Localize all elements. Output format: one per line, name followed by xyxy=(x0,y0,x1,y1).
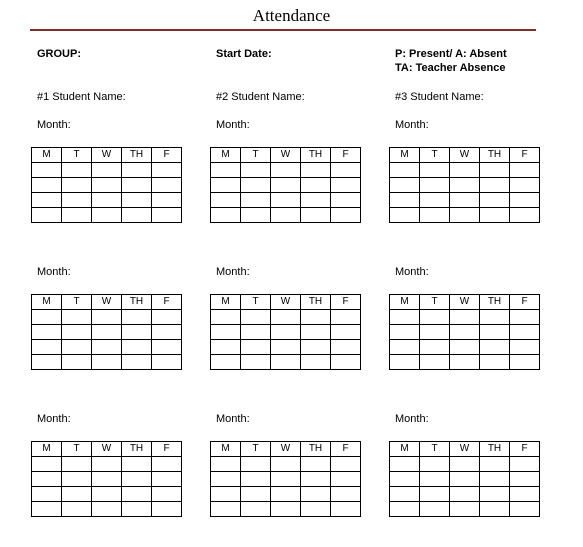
day-header: F xyxy=(331,148,361,163)
attendance-cell[interactable] xyxy=(450,340,480,355)
attendance-cell[interactable] xyxy=(390,193,420,208)
attendance-cell[interactable] xyxy=(241,457,271,472)
attendance-cell[interactable] xyxy=(152,178,182,193)
attendance-cell[interactable] xyxy=(122,325,152,340)
day-header-row xyxy=(211,442,361,457)
table-row xyxy=(211,178,361,193)
day-header: W xyxy=(92,148,122,163)
day-header: M xyxy=(211,148,241,163)
attendance-cell[interactable] xyxy=(152,193,182,208)
attendance-cell[interactable] xyxy=(92,502,122,517)
attendance-cell[interactable] xyxy=(152,355,182,370)
attendance-cell[interactable] xyxy=(420,178,450,193)
table-row xyxy=(211,487,361,502)
day-header: M xyxy=(32,442,62,457)
attendance-cell[interactable] xyxy=(122,502,152,517)
day-header: T xyxy=(62,148,92,163)
month-label: Month: xyxy=(37,266,71,278)
attendance-cell[interactable] xyxy=(241,502,271,517)
month-label: Month: xyxy=(216,119,250,131)
table-row xyxy=(32,355,182,370)
attendance-cell[interactable] xyxy=(152,163,182,178)
attendance-table xyxy=(210,294,361,370)
month-label: Month: xyxy=(395,119,429,131)
table-row xyxy=(32,340,182,355)
attendance-cell[interactable] xyxy=(390,355,420,370)
attendance-cell[interactable] xyxy=(510,163,540,178)
attendance-cell[interactable] xyxy=(271,340,301,355)
attendance-cell[interactable] xyxy=(420,208,450,223)
attendance-cell[interactable] xyxy=(301,193,331,208)
attendance-cell[interactable] xyxy=(92,487,122,502)
attendance-cell[interactable] xyxy=(331,457,361,472)
attendance-cell[interactable] xyxy=(32,208,62,223)
attendance-cell[interactable] xyxy=(211,163,241,178)
attendance-cell[interactable] xyxy=(480,472,510,487)
attendance-cell[interactable] xyxy=(480,340,510,355)
attendance-cell[interactable] xyxy=(92,325,122,340)
attendance-cell[interactable] xyxy=(62,355,92,370)
table-row xyxy=(390,355,540,370)
table-row xyxy=(211,457,361,472)
attendance-cell[interactable] xyxy=(450,502,480,517)
day-header: M xyxy=(211,295,241,310)
attendance-cell[interactable] xyxy=(92,163,122,178)
attendance-cell[interactable] xyxy=(271,457,301,472)
day-header: T xyxy=(241,148,271,163)
attendance-cell[interactable] xyxy=(390,310,420,325)
student-3-name-label: #3 Student Name: xyxy=(395,91,484,103)
attendance-cell[interactable] xyxy=(510,472,540,487)
attendance-cell[interactable] xyxy=(301,457,331,472)
attendance-cell[interactable] xyxy=(390,178,420,193)
attendance-table xyxy=(210,147,361,223)
table-row xyxy=(32,472,182,487)
attendance-cell[interactable] xyxy=(32,472,62,487)
table-row xyxy=(211,163,361,178)
attendance-cell[interactable] xyxy=(450,208,480,223)
title-divider xyxy=(30,29,536,31)
attendance-cell[interactable] xyxy=(331,340,361,355)
attendance-cell[interactable] xyxy=(390,340,420,355)
day-header: M xyxy=(390,295,420,310)
day-header: T xyxy=(62,442,92,457)
day-header: TH xyxy=(480,442,510,457)
table-row xyxy=(390,502,540,517)
attendance-cell[interactable] xyxy=(480,178,510,193)
attendance-cell[interactable] xyxy=(480,325,510,340)
attendance-cell[interactable] xyxy=(92,178,122,193)
day-header-row xyxy=(211,295,361,310)
attendance-table xyxy=(389,147,540,223)
day-header: W xyxy=(450,442,480,457)
attendance-cell[interactable] xyxy=(211,340,241,355)
attendance-cell[interactable] xyxy=(480,487,510,502)
attendance-cell[interactable] xyxy=(211,178,241,193)
day-header-row xyxy=(390,148,540,163)
attendance-cell[interactable] xyxy=(510,310,540,325)
day-header: W xyxy=(271,148,301,163)
attendance-cell[interactable] xyxy=(241,325,271,340)
attendance-cell[interactable] xyxy=(510,457,540,472)
attendance-cell[interactable] xyxy=(331,208,361,223)
table-row xyxy=(32,310,182,325)
attendance-cell[interactable] xyxy=(331,325,361,340)
attendance-cell[interactable] xyxy=(32,193,62,208)
attendance-cell[interactable] xyxy=(152,502,182,517)
day-header: M xyxy=(211,442,241,457)
attendance-cell[interactable] xyxy=(450,457,480,472)
attendance-cell[interactable] xyxy=(241,310,271,325)
day-header: TH xyxy=(301,148,331,163)
table-row xyxy=(390,193,540,208)
attendance-cell[interactable] xyxy=(62,178,92,193)
attendance-cell[interactable] xyxy=(122,487,152,502)
table-row xyxy=(390,457,540,472)
attendance-cell[interactable] xyxy=(510,178,540,193)
day-header: W xyxy=(450,295,480,310)
day-header: TH xyxy=(122,295,152,310)
attendance-cell[interactable] xyxy=(480,457,510,472)
attendance-cell[interactable] xyxy=(301,325,331,340)
attendance-cell[interactable] xyxy=(62,457,92,472)
attendance-cell[interactable] xyxy=(450,163,480,178)
attendance-cell[interactable] xyxy=(241,355,271,370)
attendance-cell[interactable] xyxy=(480,355,510,370)
attendance-cell[interactable] xyxy=(92,310,122,325)
table-row xyxy=(211,472,361,487)
attendance-cell[interactable] xyxy=(92,208,122,223)
day-header: F xyxy=(152,295,182,310)
attendance-cell[interactable] xyxy=(32,355,62,370)
attendance-cell[interactable] xyxy=(122,193,152,208)
day-header: T xyxy=(420,295,450,310)
month-label: Month: xyxy=(395,266,429,278)
attendance-cell[interactable] xyxy=(450,325,480,340)
attendance-cell[interactable] xyxy=(62,325,92,340)
day-header: W xyxy=(92,442,122,457)
attendance-cell[interactable] xyxy=(211,502,241,517)
attendance-cell[interactable] xyxy=(480,310,510,325)
attendance-cell[interactable] xyxy=(211,487,241,502)
attendance-cell[interactable] xyxy=(241,208,271,223)
attendance-cell[interactable] xyxy=(62,193,92,208)
attendance-cell[interactable] xyxy=(211,208,241,223)
table-row xyxy=(32,178,182,193)
day-header-row xyxy=(32,148,182,163)
attendance-cell[interactable] xyxy=(241,340,271,355)
day-header-row xyxy=(211,148,361,163)
day-header: TH xyxy=(122,442,152,457)
table-row xyxy=(211,502,361,517)
day-header: T xyxy=(241,295,271,310)
table-row xyxy=(32,193,182,208)
table-row xyxy=(32,502,182,517)
attendance-cell[interactable] xyxy=(480,163,510,178)
attendance-cell[interactable] xyxy=(271,310,301,325)
day-header: W xyxy=(271,442,301,457)
day-header: T xyxy=(241,442,271,457)
month-label: Month: xyxy=(37,119,71,131)
attendance-cell[interactable] xyxy=(510,340,540,355)
table-row xyxy=(211,310,361,325)
attendance-cell[interactable] xyxy=(450,193,480,208)
attendance-cell[interactable] xyxy=(301,502,331,517)
day-header-row xyxy=(32,442,182,457)
student-2-name-label: #2 Student Name: xyxy=(216,91,305,103)
attendance-cell[interactable] xyxy=(301,208,331,223)
attendance-table xyxy=(389,294,540,370)
day-header: F xyxy=(510,442,540,457)
day-header: TH xyxy=(480,295,510,310)
attendance-cell[interactable] xyxy=(211,355,241,370)
attendance-table xyxy=(389,441,540,517)
attendance-cell[interactable] xyxy=(152,340,182,355)
attendance-cell[interactable] xyxy=(122,457,152,472)
attendance-cell[interactable] xyxy=(32,325,62,340)
attendance-cell[interactable] xyxy=(92,193,122,208)
attendance-cell[interactable] xyxy=(301,472,331,487)
attendance-cell[interactable] xyxy=(92,472,122,487)
attendance-cell[interactable] xyxy=(420,325,450,340)
attendance-table xyxy=(210,441,361,517)
attendance-cell[interactable] xyxy=(271,208,301,223)
attendance-cell[interactable] xyxy=(152,310,182,325)
attendance-cell[interactable] xyxy=(271,325,301,340)
attendance-cell[interactable] xyxy=(152,472,182,487)
attendance-cell[interactable] xyxy=(271,193,301,208)
attendance-cell[interactable] xyxy=(62,163,92,178)
table-row xyxy=(211,325,361,340)
attendance-cell[interactable] xyxy=(62,208,92,223)
attendance-cell[interactable] xyxy=(420,310,450,325)
attendance-cell[interactable] xyxy=(510,208,540,223)
day-header-row xyxy=(32,295,182,310)
attendance-cell[interactable] xyxy=(420,163,450,178)
attendance-cell[interactable] xyxy=(152,325,182,340)
attendance-cell[interactable] xyxy=(62,487,92,502)
attendance-cell[interactable] xyxy=(450,487,480,502)
attendance-cell[interactable] xyxy=(32,178,62,193)
attendance-cell[interactable] xyxy=(32,310,62,325)
attendance-cell[interactable] xyxy=(510,325,540,340)
attendance-cell[interactable] xyxy=(450,355,480,370)
table-row xyxy=(32,487,182,502)
table-row xyxy=(211,355,361,370)
attendance-cell[interactable] xyxy=(152,457,182,472)
attendance-cell[interactable] xyxy=(62,472,92,487)
attendance-cell[interactable] xyxy=(62,310,92,325)
attendance-cell[interactable] xyxy=(480,193,510,208)
day-header-row xyxy=(390,442,540,457)
table-row xyxy=(390,163,540,178)
attendance-table xyxy=(31,294,182,370)
attendance-cell[interactable] xyxy=(510,502,540,517)
attendance-cell[interactable] xyxy=(450,310,480,325)
attendance-cell[interactable] xyxy=(92,340,122,355)
attendance-cell[interactable] xyxy=(331,487,361,502)
attendance-cell[interactable] xyxy=(301,340,331,355)
attendance-cell[interactable] xyxy=(390,472,420,487)
attendance-cell[interactable] xyxy=(331,193,361,208)
day-header: T xyxy=(420,148,450,163)
table-row xyxy=(390,310,540,325)
day-header: F xyxy=(331,295,361,310)
table-row xyxy=(211,340,361,355)
table-row xyxy=(211,193,361,208)
attendance-cell[interactable] xyxy=(450,178,480,193)
month-label: Month: xyxy=(216,413,250,425)
attendance-cell[interactable] xyxy=(390,502,420,517)
day-header: F xyxy=(152,442,182,457)
attendance-cell[interactable] xyxy=(271,502,301,517)
attendance-cell[interactable] xyxy=(271,178,301,193)
attendance-cell[interactable] xyxy=(152,487,182,502)
day-header: F xyxy=(331,442,361,457)
attendance-cell[interactable] xyxy=(480,502,510,517)
attendance-cell[interactable] xyxy=(420,487,450,502)
table-row xyxy=(390,340,540,355)
attendance-cell[interactable] xyxy=(390,208,420,223)
attendance-table xyxy=(31,147,182,223)
attendance-cell[interactable] xyxy=(152,208,182,223)
day-header-row xyxy=(390,295,540,310)
attendance-cell[interactable] xyxy=(390,457,420,472)
day-header: M xyxy=(390,148,420,163)
legend-present-absent: P: Present/ A: Absent xyxy=(395,48,507,60)
attendance-cell[interactable] xyxy=(510,193,540,208)
day-header: F xyxy=(510,295,540,310)
attendance-cell[interactable] xyxy=(32,340,62,355)
month-label: Month: xyxy=(395,413,429,425)
attendance-cell[interactable] xyxy=(122,472,152,487)
table-row xyxy=(390,178,540,193)
day-header: T xyxy=(62,295,92,310)
attendance-cell[interactable] xyxy=(271,163,301,178)
attendance-cell[interactable] xyxy=(211,472,241,487)
attendance-cell[interactable] xyxy=(331,502,361,517)
attendance-cell[interactable] xyxy=(301,163,331,178)
day-header: TH xyxy=(480,148,510,163)
day-header: T xyxy=(420,442,450,457)
attendance-cell[interactable] xyxy=(420,340,450,355)
table-row xyxy=(32,208,182,223)
day-header: TH xyxy=(301,295,331,310)
attendance-cell[interactable] xyxy=(420,193,450,208)
attendance-cell[interactable] xyxy=(62,502,92,517)
attendance-cell[interactable] xyxy=(420,355,450,370)
attendance-cell[interactable] xyxy=(241,163,271,178)
table-row xyxy=(390,325,540,340)
attendance-table xyxy=(31,441,182,517)
attendance-cell[interactable] xyxy=(32,502,62,517)
attendance-cell[interactable] xyxy=(420,457,450,472)
attendance-cell[interactable] xyxy=(32,487,62,502)
attendance-cell[interactable] xyxy=(92,355,122,370)
attendance-cell[interactable] xyxy=(32,457,62,472)
attendance-cell[interactable] xyxy=(331,472,361,487)
attendance-cell[interactable] xyxy=(271,487,301,502)
attendance-cell[interactable] xyxy=(331,310,361,325)
attendance-cell[interactable] xyxy=(301,487,331,502)
attendance-cell[interactable] xyxy=(510,487,540,502)
page-title: Attendance xyxy=(252,6,331,25)
legend-teacher-absence: TA: Teacher Absence xyxy=(395,62,506,74)
table-row xyxy=(32,325,182,340)
day-header: M xyxy=(32,148,62,163)
attendance-cell[interactable] xyxy=(122,163,152,178)
attendance-cell[interactable] xyxy=(122,340,152,355)
start-date-label: Start Date: xyxy=(216,48,272,60)
attendance-cell[interactable] xyxy=(32,163,62,178)
attendance-cell[interactable] xyxy=(241,487,271,502)
attendance-cell[interactable] xyxy=(301,178,331,193)
attendance-cell[interactable] xyxy=(420,472,450,487)
table-row xyxy=(32,457,182,472)
attendance-cell[interactable] xyxy=(241,472,271,487)
attendance-cell[interactable] xyxy=(331,178,361,193)
attendance-cell[interactable] xyxy=(271,472,301,487)
attendance-cell[interactable] xyxy=(211,325,241,340)
table-row xyxy=(390,472,540,487)
day-header: W xyxy=(92,295,122,310)
attendance-cell[interactable] xyxy=(241,193,271,208)
attendance-cell[interactable] xyxy=(390,325,420,340)
table-row xyxy=(390,487,540,502)
attendance-cell[interactable] xyxy=(92,457,122,472)
day-header: F xyxy=(152,148,182,163)
attendance-cell[interactable] xyxy=(301,355,331,370)
attendance-cell[interactable] xyxy=(331,355,361,370)
attendance-cell[interactable] xyxy=(211,457,241,472)
attendance-cell[interactable] xyxy=(301,310,331,325)
day-header: W xyxy=(271,295,301,310)
attendance-cell[interactable] xyxy=(510,355,540,370)
day-header: W xyxy=(450,148,480,163)
group-label: GROUP: xyxy=(37,48,81,60)
day-header: TH xyxy=(122,148,152,163)
day-header: M xyxy=(32,295,62,310)
table-row xyxy=(32,163,182,178)
attendance-cell[interactable] xyxy=(480,208,510,223)
attendance-cell[interactable] xyxy=(331,163,361,178)
student-1-name-label: #1 Student Name: xyxy=(37,91,126,103)
day-header: TH xyxy=(301,442,331,457)
attendance-cell[interactable] xyxy=(420,502,450,517)
month-label: Month: xyxy=(216,266,250,278)
day-header: F xyxy=(510,148,540,163)
attendance-cell[interactable] xyxy=(62,340,92,355)
attendance-cell[interactable] xyxy=(122,310,152,325)
attendance-cell[interactable] xyxy=(211,310,241,325)
attendance-cell[interactable] xyxy=(122,355,152,370)
attendance-cell[interactable] xyxy=(271,355,301,370)
table-row xyxy=(390,208,540,223)
attendance-cell[interactable] xyxy=(122,178,152,193)
attendance-cell[interactable] xyxy=(122,208,152,223)
attendance-cell[interactable] xyxy=(390,487,420,502)
day-header: M xyxy=(390,442,420,457)
table-row xyxy=(211,208,361,223)
attendance-cell[interactable] xyxy=(241,178,271,193)
month-label: Month: xyxy=(37,413,71,425)
attendance-cell[interactable] xyxy=(390,163,420,178)
attendance-cell[interactable] xyxy=(450,472,480,487)
attendance-cell[interactable] xyxy=(211,193,241,208)
